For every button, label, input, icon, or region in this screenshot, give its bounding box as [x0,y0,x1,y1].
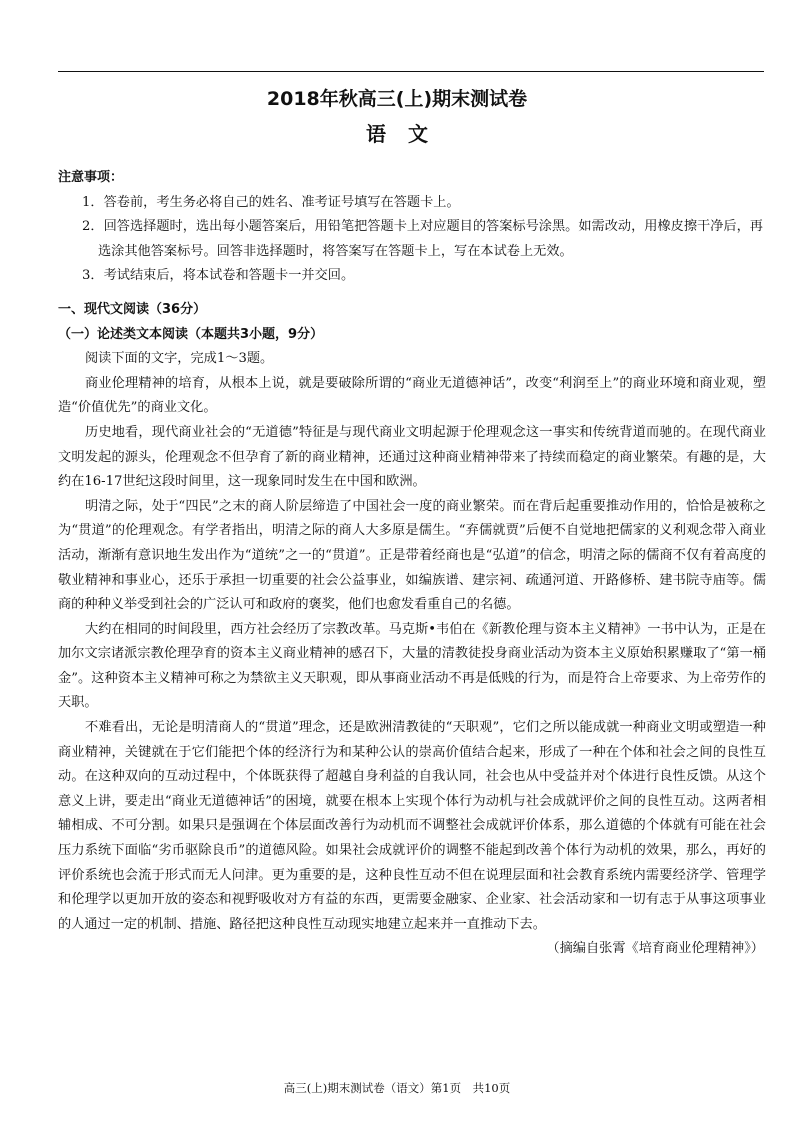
exam-title: 2018年秋高三(上)期末测试卷 [266,88,528,110]
reading-instruction: 阅读下面的文字，完成1～3题。 [85,351,274,367]
note-item: 2．回答选择题时，选出每小题答案后，用铅笔把答题卡上对应题目的答案标号涂黑。如需改动，用橡皮擦干净后，再选涂其他答案标号。回答非选择题时，将答案写在答题卡上，写在本试卷上无效。 [82,219,763,259]
paragraph: 大约在相同的时间段里，西方社会经历了宗教改革。马克斯•韦伯在《新教伦理与资本主义精神》一书中认为，正是在加尔文宗诸派宗教伦理孕育的资本主义商业精神的感召下，大量的清教徒投身商业活动为资本主义原始积累赚取了“第一桶金”。这种资本主义精神可称之为禁欲主义天职观，即从事商业活动不再是低贱的行为，而是符合上帝要求、为上帝劳作的天职。 [58,621,766,711]
page-footer: 高三(上)期末测试卷（语文）第1页 共10页 [283,1081,511,1095]
subject-title: 语文 [366,122,450,146]
source-citation: （摘编自张霄《培育商业伦理精神》） [546,941,764,957]
section-heading: 一、现代文阅读（36分） [58,301,207,317]
notes-heading: 注意事项： [58,170,124,185]
document-body [58,166,766,962]
paragraph: 商业伦理精神的培育，从根本上说，就是要破除所谓的“商业无道德神话”，改变“利润至上”的商业环境和商业观，塑造“价值优先”的商业文化。 [58,375,766,416]
header-rule [58,71,764,72]
paragraph: 明清之际，处于“四民”之末的商人阶层缔造了中国社会一度的商业繁荣。而在背后起重要推动作用的，恰恰是被称之为“贯道”的伦理观念。有学者指出，明清之际的商人大多原是儒生。“弃儒就贾”后便不自觉地把儒家的义利观念带入商业活动，渐渐有意识地生发出作为“道统”之一的“贯道”。正是带着经商也是“弘道”的信念，明清之际的儒商不仅有着高度的敬业精神和事业心，还乐于承担一切重要的社会公益事业，如编族谱、建宗祠、疏通河道、开路修桥、建书院寺庙等。儒商的种种义举受到社会的广泛认可和政府的褒奖，他们也愈发看重自己的名德。 [58,498,766,613]
paragraph: 历史地看，现代商业社会的“无道德”特征是与现代商业文明起源于伦理观念这一事实和传统背道而驰的。在现代商业文明发起的源头，伦理观念不但孕育了新的商业精神，还通过这种商业精神带来了持续而稳定的商业繁荣。有趣的是，大约在16-17世纪这段时间里，这一现象同时发生在中国和欧洲。 [58,424,766,490]
section-subheading: （一）论述类文本阅读（本题共3小题，9分） [58,326,324,342]
note-item: 3．考试结束后，将本试卷和答题卡一并交回。 [82,268,355,284]
paragraph: 不难看出，无论是明清商人的“贯道”理念，还是欧洲清教徒的“天职观”，它们之所以能成就一种商业文明或塑造一种商业精神，关键就在于它们能把个体的经济行为和某种公认的崇高价值结合起来，形成了一种在个体和社会之间的良性互动。在这种双向的互动过程中，个体既获得了超越自身利益的自我认同，社会也从中受益并对个体进行良性反馈。从这个意义上讲，要走出“商业无道德神话”的困境，就要在根本上实现个体行为动机与社会成就评价之间的良性互动。这两者相辅相成、不可分割。如果只是强调在个体层面改善行为动机而不调整社会成就评价体系，那么道德的个体就有可能在社会压力系统下面临“劣币驱除良币”的道德风险。如果社会成就评价的调整不能起到改善个体行为动机的效果，那么，再好的评价系统也会流于形式而无人问津。更为重要的是，这种良性互动不但在说理层面和社会教育系统内需要经济学、管理学和伦理学以更加开放的姿态和视野吸收对方有益的东西，更需要金融家、企业家、社会活动家和一切有志于从事这项事业的人通过一定的机制、措施、路径把这种良性互动现实地建立起来并一直推动下去。 [58,720,766,932]
note-item: 1．答卷前，考生务必将自己的姓名、准考证号填写在答题卡上。 [82,194,460,210]
